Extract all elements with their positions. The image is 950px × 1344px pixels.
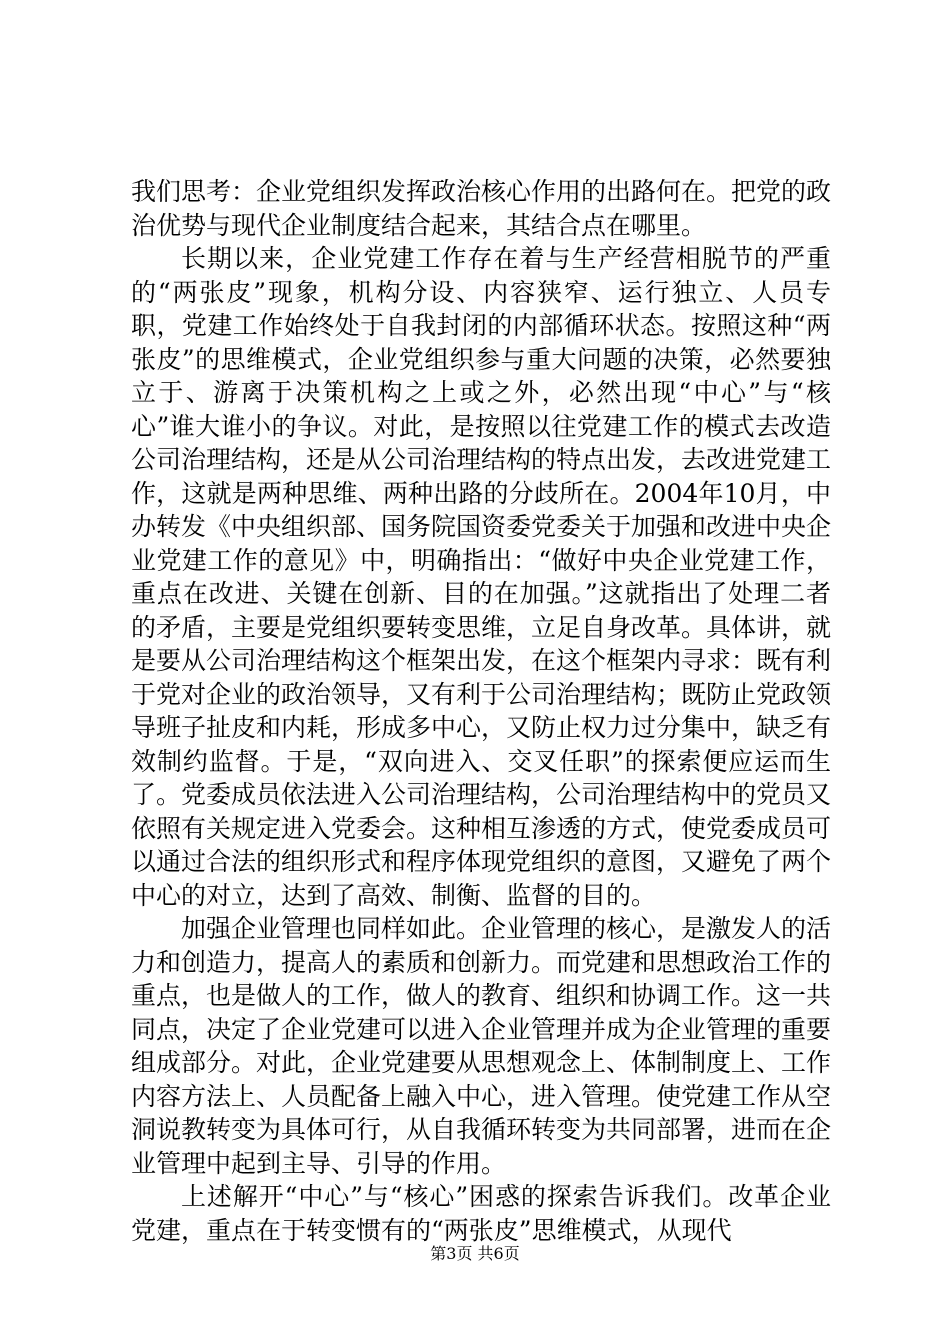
page-footer: 第3页 共6页 — [430, 1244, 520, 1263]
paragraph-2: 长期以来，企业党建工作存在着与生产经营相脱节的严重的“两张皮”现象，机构分设、内容狭窄、运行独立、人员专职，党建工作始终处于自我封闭的内部循环状态。按照这种“两张皮”的思维模式，企业党组织参与重大问题的决策，必然要独立于、游离于决策机构之上或之外，必然出现“中心”与“核心”谁大谁小的争议。对此，是按照以往党建工作的模式去改造公司治理结构，还是从公司治理结构的特点出发，去改进党建工作，这就是两种思维、两种出路的分歧所在。2004年10月，中办转发《中央组织部、国务院国资委党委关于加强和改进中央企业党建工作的意见》中，明确指出：“做好中央企业党建工作，重点在改进、关键在创新、目的在加强。”这就指出了处理二者的矛盾，主要是党组织要转变思维，立足自身改革。具体讲，就是要从公司治理结构这个框架出发，在这个框架内寻求：既有利于党对企业的政治领导，又有利于公司治理结构；既防止党政领导班子扯皮和内耗，形成多中心，又防止权力过分集中，缺乏有效制约监督。于是，“双向进入、交叉任职”的探索便应运而生了。党委成员依法进入公司治理结构，公司治理结构中的党员又依照有关规定进入党委会。这种相互渗透的方式，使党委成员可以通过合法的组织形式和程序体现党组织的意图，又避免了两个中心的对立，达到了高效、制衡、监督的目的。 — [131, 244, 832, 910]
paragraph-1: 我们思考：企业党组织发挥政治核心作用的出路何在。把党的政治优势与现代企业制度结合起来，其结合点在哪里。 — [131, 177, 832, 240]
body-text — [131, 175, 831, 1247]
paragraph-3: 加强企业管理也同样如此。企业管理的核心，是激发人的活力和创造力，提高人的素质和创新力。而党建和思想政治工作的重点，也是做人的工作，做人的教育、组织和协调工作。这一共同点，决定了企业党建可以进入企业管理并成为企业管理的重要组成部分。对此，企业党建要从思想观念上、体制制度上、工作内容方法上、人员配备上融入中心，进入管理。使党建工作从空洞说教转变为具体可行，从自我循环转变为共同部署，进而在企业管理中起到主导、引导的作用。 — [131, 914, 832, 1178]
paragraph-4: 上述解开“中心”与“核心”困惑的探索告诉我们。改革企业党建，重点在于转变惯有的“两张皮”思维模式，从现代 — [131, 1182, 831, 1245]
